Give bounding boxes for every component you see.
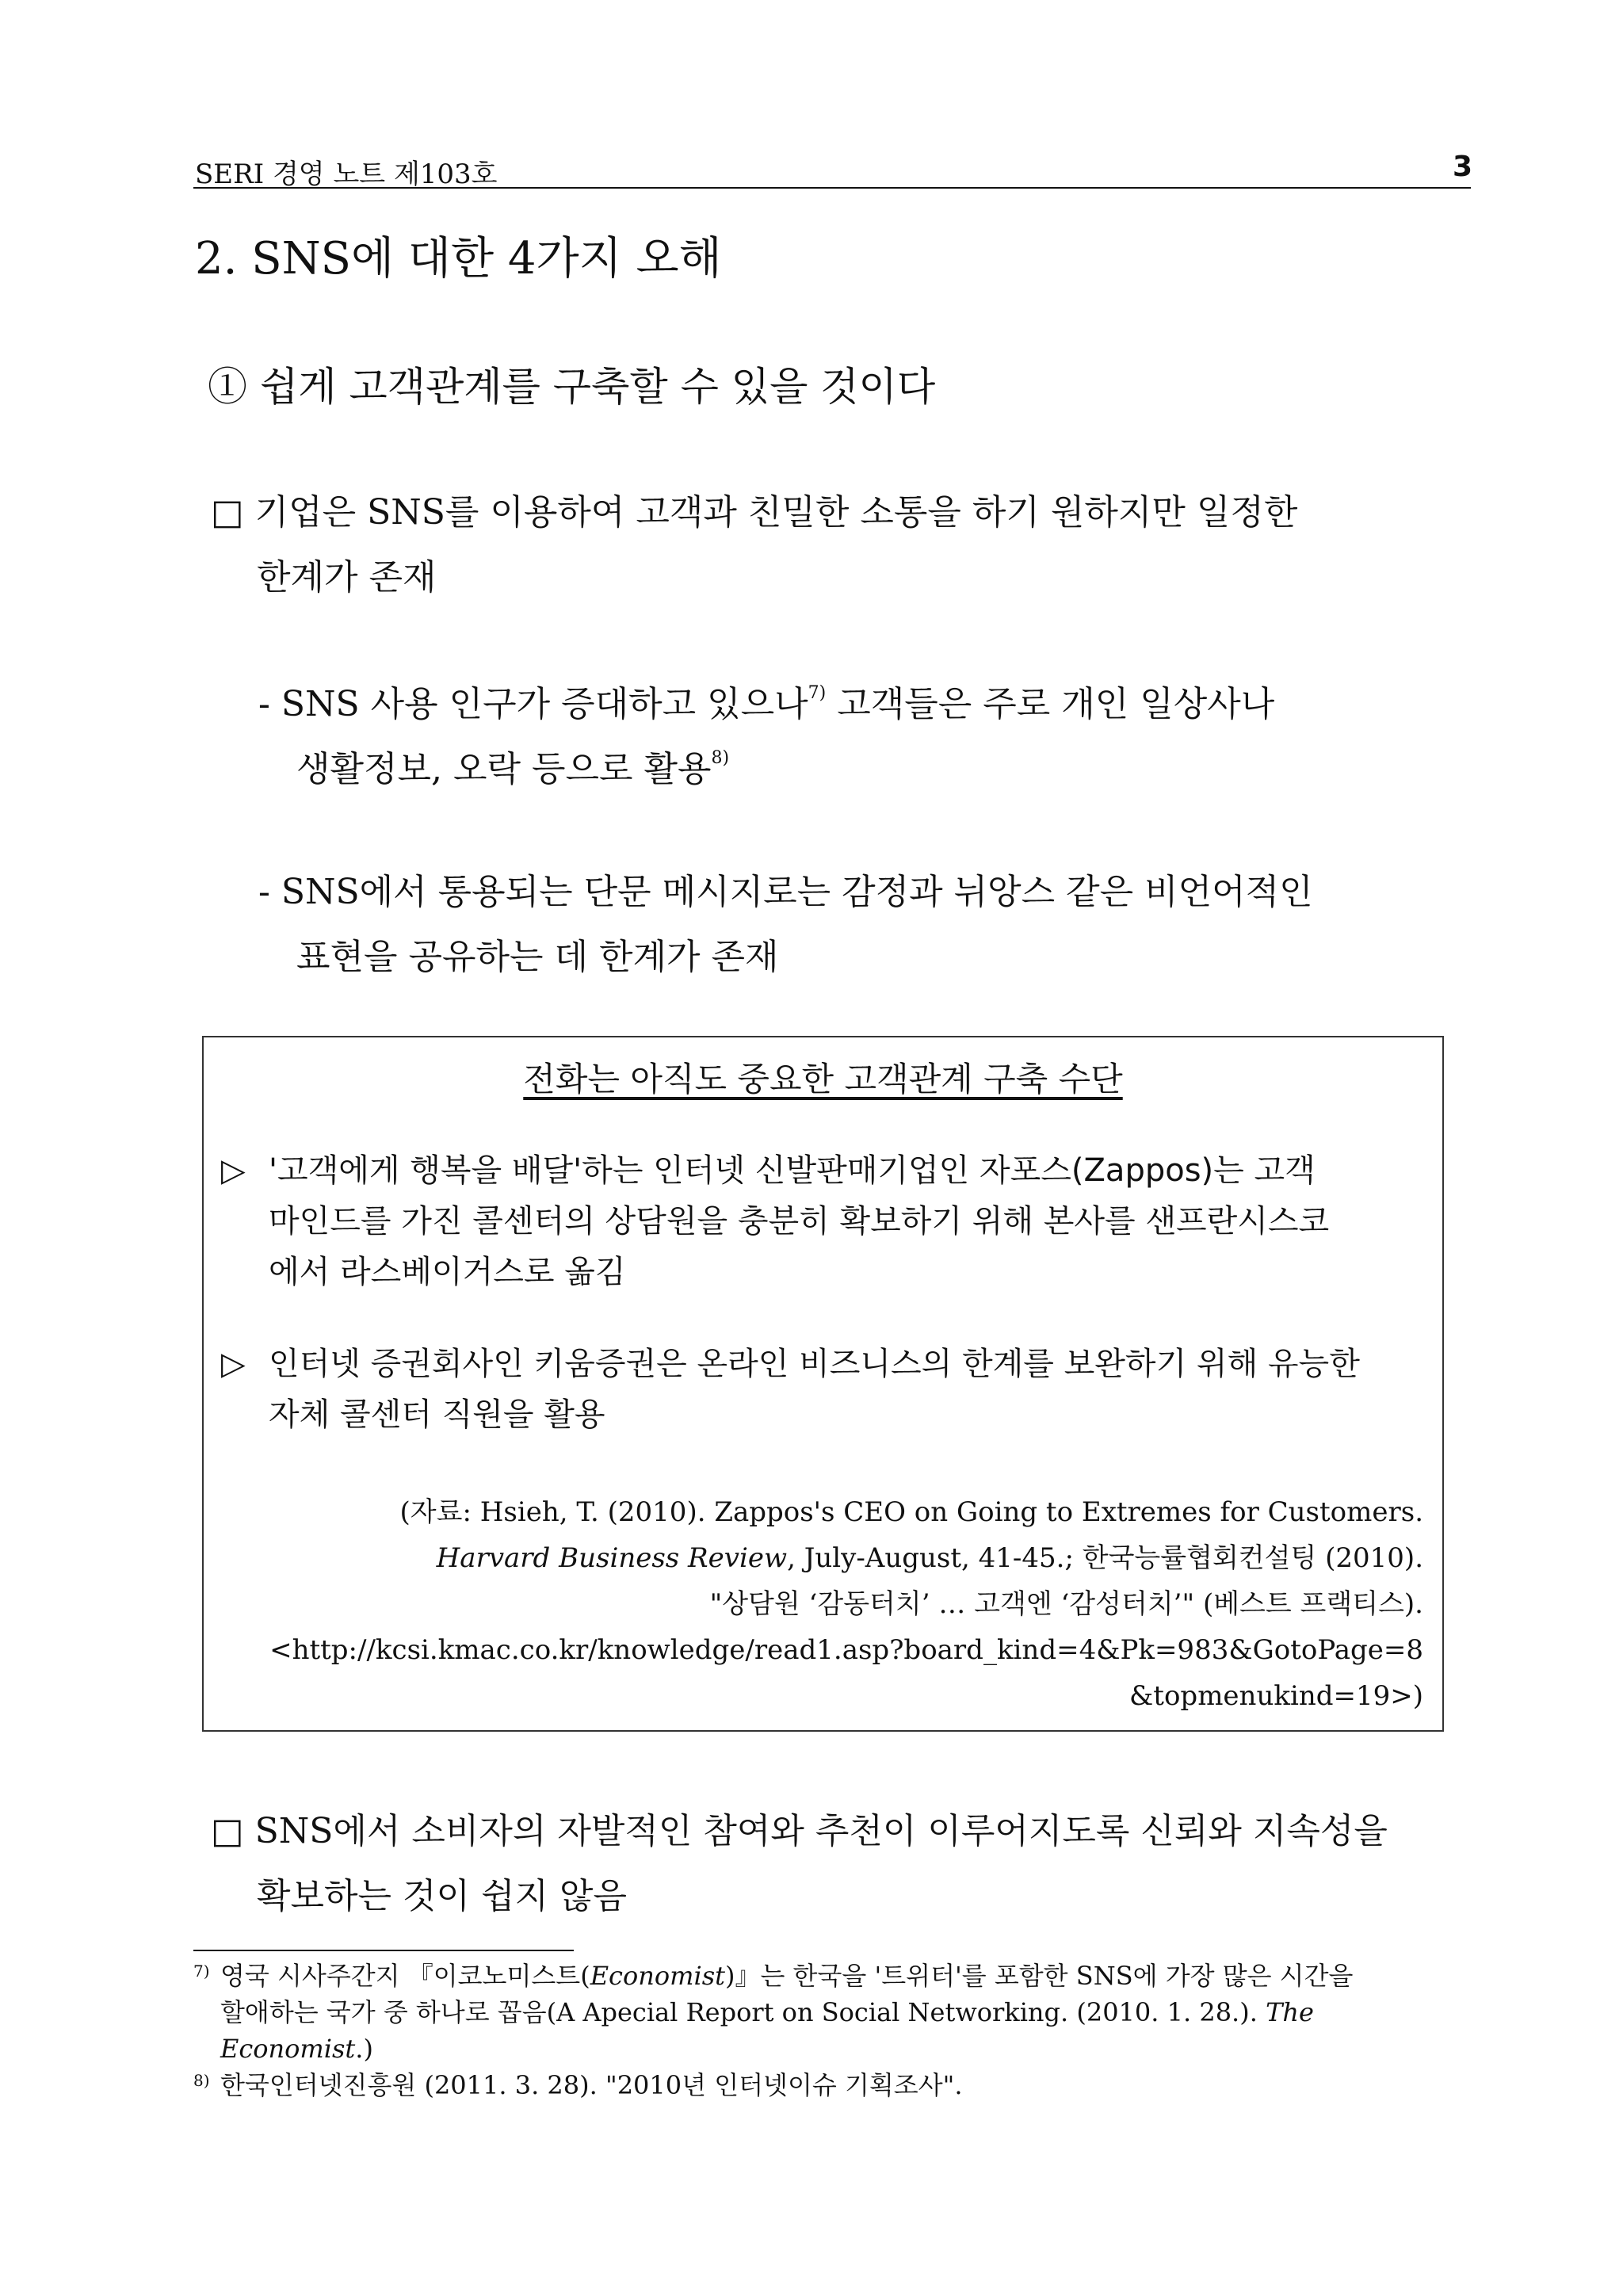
callout-item1-line1: '고객에게 행복을 배달'하는 인터넷 신발판매기업인 자포스(Zappos)는 고객 — [269, 1152, 1316, 1189]
dash-paragraph-1 — [258, 672, 1479, 802]
footnote-8 — [193, 2067, 1471, 2103]
bullet1-line1: 기업은 SNS를 이용하여 고객과 친밀한 소통을 하기 원하지만 일정한 — [254, 492, 1298, 533]
source-journal: Harvard Business Review — [436, 1542, 788, 1574]
fn7-the: The — [1266, 1997, 1314, 2027]
callout-item-1 — [221, 1145, 1434, 1297]
footnote-ref-7[interactable]: 7) — [808, 683, 827, 703]
callout-source — [269, 1489, 1423, 1719]
callout-item2-line1: 인터넷 증권회사인 키움증권은 온라인 비즈니스의 한계를 보완하기 위해 유능한 — [269, 1346, 1360, 1382]
source-url[interactable]: <http://kcsi.kmac.co.kr/knowledge/read1.asp?board_kind=4&Pk=983&GotoPage=8 — [269, 1634, 1423, 1666]
fn7-economist: Economist — [590, 1961, 725, 1991]
dash1-line2: 생활정보, 오락 등으로 활용 — [296, 749, 712, 789]
footnote-divider — [193, 1950, 574, 1951]
fn7-line1-a: 영국 시사주간지 『이코노미스트( — [220, 1961, 590, 1991]
header-publication: SERI 경영 노트 제103호 — [195, 159, 498, 190]
source-line3: "상담원 ‘감동터치’ … 고객엔 ‘감성터치’" (베스트 프랙티스). — [709, 1588, 1423, 1620]
footnote-8-number: 8) — [193, 2071, 210, 2090]
page-number: 3 — [1452, 151, 1472, 183]
fn7-line3-b: .) — [355, 2034, 373, 2064]
bullet2-line1: SNS에서 소비자의 자발적인 참여와 추천이 이루어지도록 신뢰와 지속성을 — [254, 1811, 1388, 1851]
fn7-economist-2: Economist — [220, 2034, 356, 2064]
source-url-cont: &topmenukind=19>) — [1129, 1680, 1423, 1712]
square-bullet-icon: □ — [211, 1811, 244, 1851]
source-line1: (자료: Hsieh, T. (2010). Zappos's CEO on Going to Extremes for Customers. — [399, 1496, 1423, 1528]
footnote-7 — [193, 1958, 1471, 2067]
callout-item-2 — [221, 1339, 1434, 1440]
footnote-7-number: 7) — [193, 1962, 210, 1981]
fn7-line2: 할애하는 국가 중 하나로 꼽음(A Apecial Report on Social Networking. (2010. 1. 28.). — [220, 1997, 1266, 2027]
header-divider — [193, 187, 1471, 189]
callout-title: 전화는 아직도 중요한 고객관계 구축 수단 — [523, 1060, 1123, 1098]
bullet-paragraph-2 — [211, 1799, 1479, 1929]
bullet1-line2: 한계가 존재 — [257, 557, 437, 598]
callout-item1-line3: 에서 라스베이거스로 옮김 — [269, 1254, 626, 1290]
triangle-bullet-icon: ▷ — [221, 1152, 246, 1189]
callout-item1-line2: 마인드를 가진 콜센터의 상담원을 충분히 확보하기 위해 본사를 샌프란시스코 — [269, 1203, 1330, 1240]
square-bullet-icon: □ — [211, 492, 244, 533]
bullet-paragraph-1 — [211, 480, 1479, 610]
dash2-line2: 표현을 공유하는 데 한계가 존재 — [296, 937, 779, 977]
dash1-line1-b: 고객들은 주로 개인 일상사나 — [826, 684, 1275, 724]
section-title: 2. SNS에 대한 4가지 오해 — [195, 233, 722, 285]
callout-box — [202, 1036, 1444, 1732]
triangle-bullet-icon: ▷ — [221, 1346, 246, 1382]
footnote-ref-8[interactable]: 8) — [711, 748, 730, 768]
footnotes — [193, 1958, 1471, 2103]
source-line2: , July-August, 41-45.; 한국능률협회컨설팅 (2010). — [787, 1542, 1423, 1574]
bullet2-line2: 확보하는 것이 쉽지 않음 — [257, 1876, 627, 1916]
dash2-line1: - SNS에서 통용되는 단문 메시지로는 감정과 뉘앙스 같은 비언어적인 — [258, 872, 1313, 912]
dash1-line1-a: - SNS 사용 인구가 증대하고 있으나 — [258, 684, 808, 724]
fn8-line1: 한국인터넷진흥원 (2011. 3. 28). "2010년 인터넷이슈 기획조사". — [220, 2070, 963, 2100]
fn7-line1-b: )』는 한국을 '트위터'를 포함한 SNS에 가장 많은 시간을 — [724, 1961, 1354, 1991]
dash-paragraph-2 — [258, 860, 1479, 990]
subsection-title: ① 쉽게 고객관계를 구축할 수 있을 것이다 — [208, 364, 936, 410]
callout-item2-line2: 자체 콜센터 직원을 활용 — [269, 1396, 605, 1433]
